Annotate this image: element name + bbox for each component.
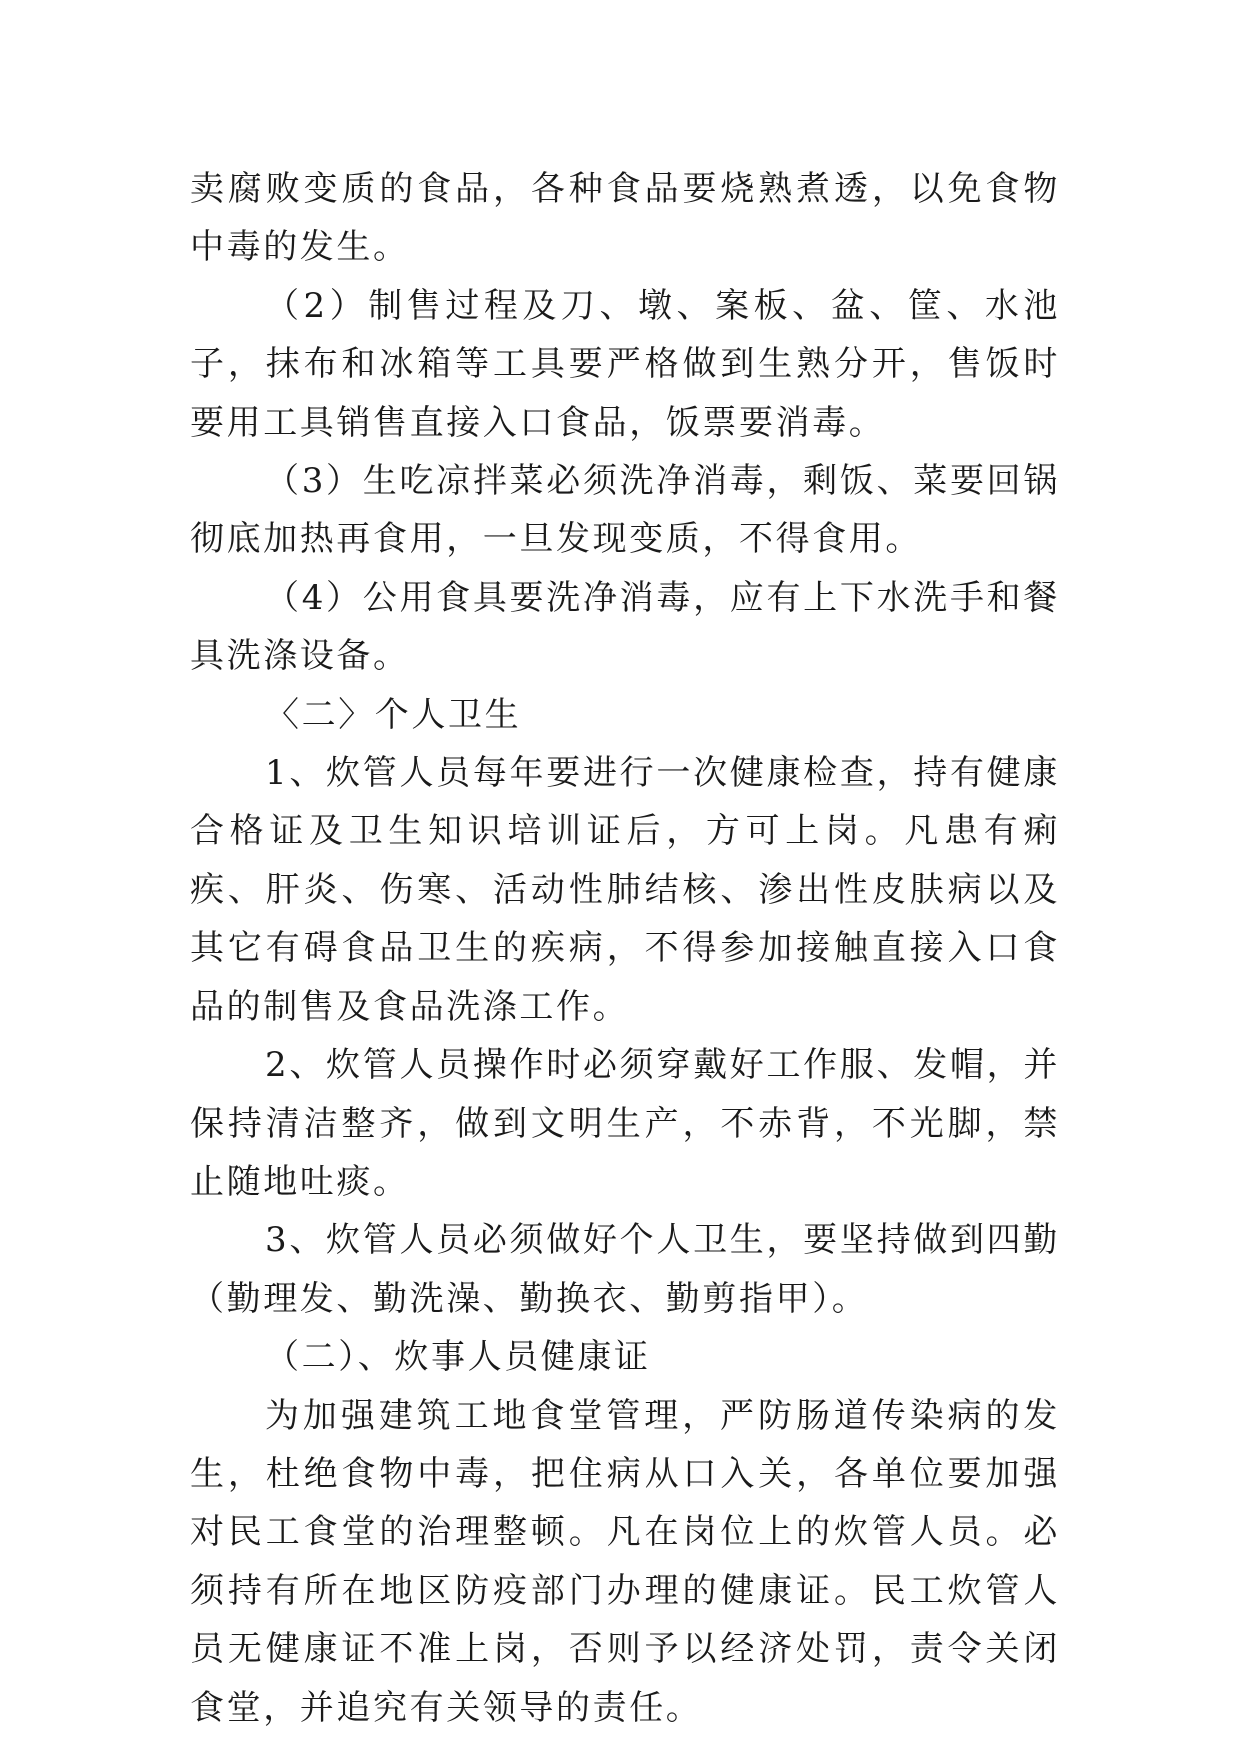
paragraph-item-4-tableware: （4）公用食具要洗净消毒，应有上下水洗手和餐具洗涤设备。 [190, 577, 1060, 677]
paragraph-item-3-cold-dishes: （3）生吃凉拌菜必须洗净消毒，剩饭、菜要回锅彻底加热再食用，一旦发现变质，不得食用。 [190, 461, 1060, 560]
paragraph-food-spoilage-continued: 卖腐败变质的食品，各种食品要烧熟煮透，以免食物中毒的发生。 [190, 169, 1060, 268]
paragraph-health-certificate-policy: 为加强建筑工地食堂管理，严防肠道传染病的发生，杜绝食物中毒，把住病从口入关，各单位要加强对民工食堂的治理整顿。凡在岗位上的炊管人员。必须持有所在地区防疫部门办理的健康证。民工炊管人员无健康证不准上岗，否则予以经济处罚，责令关闭食堂，并追究有关领导的责任。 [190, 1395, 1060, 1728]
paragraph-rule-3-four-diligences: 3、炊管人员必须做好个人卫生，要坚持做到四勤（勤理发、勤洗澡、勤换衣、勤剪指甲）。 [190, 1220, 1060, 1319]
section-heading-health-certificate: （二）、炊事人员健康证 [265, 1337, 651, 1378]
paragraph-item-2-raw-cooked-separation: （2）制售过程及刀、墩、案板、盆、筐、水池子，抹布和冰箱等工具要严格做到生熟分开，售饭时要用工具销售直接入口食品，饭票要消毒。 [190, 285, 1060, 443]
section-heading-personal-hygiene: 〈二〉个人卫生 [265, 694, 522, 735]
paragraph-rule-1-health-check: 1、炊管人员每年要进行一次健康检查，持有健康合格证及卫生知识培训证后，方可上岗。凡患有痢疾、肝炎、伤寒、活动性肺结核、渗出性皮肤病以及其它有碍食品卫生的疾病，不得参加接触直接入口食品的制售及食品洗涤工作。 [190, 753, 1060, 1027]
paragraph-rule-2-work-clothes: 2、炊管人员操作时必须穿戴好工作服、发帽，并保持清洁整齐，做到文明生产，不赤背，不光脚，禁止随地吐痰。 [190, 1045, 1060, 1202]
document-body [190, 160, 1060, 1737]
